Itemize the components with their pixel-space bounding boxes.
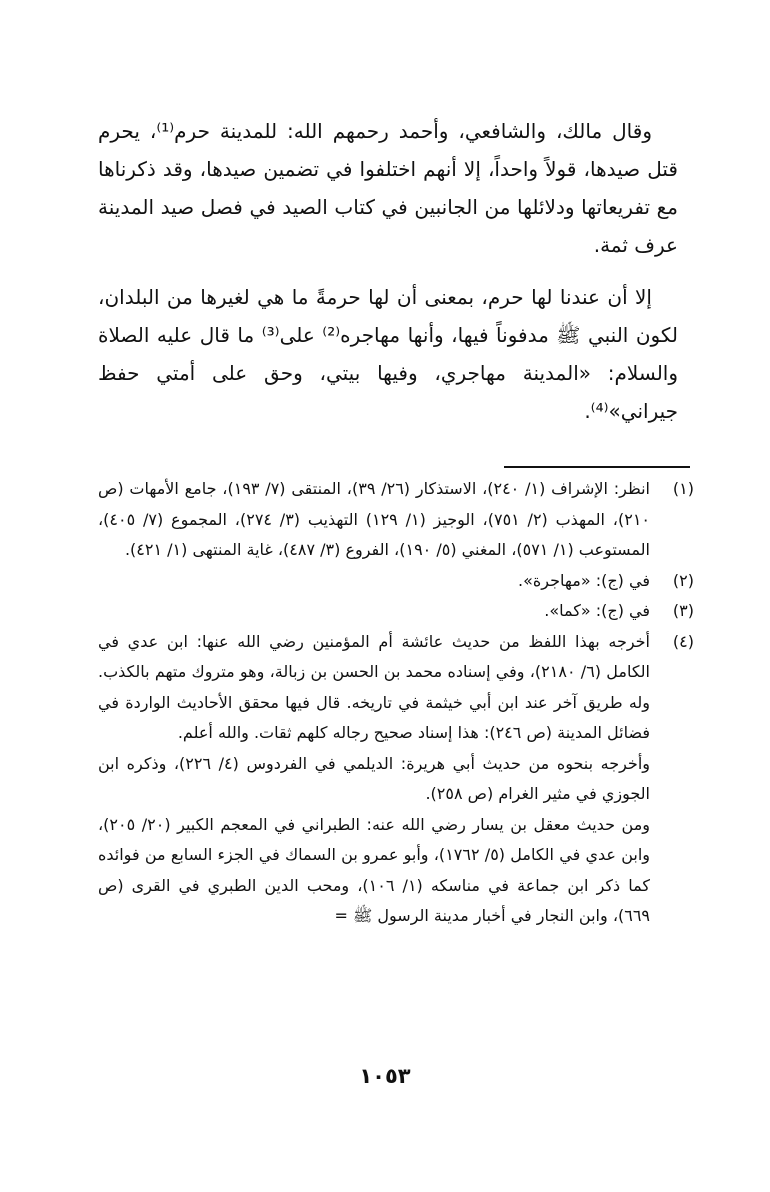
main-paragraph-2: إلا أن عندنا لها حرم، بمعنى أن لها حرمةً ما هي لغيرها من البلدان، لكون النبي ﷺ مدفوناً فيها، وأنها مهاجره⁽²⁾ على⁽³⁾ ما قال عليه الصلاة والسلام: «المدينة مهاجري، وفيها بيتي، وحق على أمتي حفظ جيراني»⁽⁴⁾.: [98, 285, 679, 423]
footnote-number: (٢): [672, 570, 694, 590]
footnote-4: [98, 627, 694, 749]
footnote-text: في (ج): «مهاجرة».: [518, 570, 650, 590]
footnote-text: في (ج): «كما».: [544, 601, 650, 620]
footnote-1: [98, 474, 694, 566]
main-paragraph-1: وقال مالك، والشافعي، وأحمد رحمهم الله: للمدينة حرم⁽¹⁾، يحرم قتل صيدها، قولاً واحداً، إلا أنهم اختلفوا في تضمين صيدها، وقد ذكرناها مع تفريعاتها ودلائلها من الجانبين في كتاب الصيد في فصل صيد المدينة عرف ثمة.: [98, 119, 678, 257]
footnote-text: أخرجه بهذا اللفظ من حديث عائشة أم المؤمنين رضي الله عنها: ابن عدي في الكامل (٦/ ٢١٨٠)، وفي إسناده محمد بن الحسن بن زبالة، وهو متروك متهم بالكذب. وله طريق آخر عند ابن أبي خيثمة في تاريخه. قال فيها محقق الأحاديث الواردة في فضائل المدينة (ص ٢٤٦): هذا إسناد صحيح رجاله كلهم ثقات. والله أعلم.: [98, 631, 650, 742]
footnote-3: [98, 596, 694, 627]
footnote-divider: [504, 466, 690, 468]
footnote-text: انظر: الإشراف (١/ ٢٤٠)، الاستذكار (٢٦/ ٣٩)، المنتقى (٧/ ١٩٣)، جامع الأمهات (ص ٢١٠)، المهذب (٢/ ٧٥١)، الوجيز (١/ ١٢٩) التهذيب (٣/ ٢٧٤)، المجموع (٧/ ٤٠٥)، المستوعب (١/ ٥٧١)، المغني (٥/ ١٩٠)، الفروع (٣/ ٤٨٧)، غاية المنتهى (١/ ٤٢١).: [98, 479, 650, 559]
footnote-continuation: ومن حديث معقل بن يسار رضي الله عنه: الطبراني في المعجم الكبير (٢٠/ ٢٠٥)، وابن عدي في الكامل (٥/ ١٧٦٢)، وأبو عمرو بن السماك في الجزء السابع من فوائده كما ذكر ابن جماعة في مناسكه (١/ ١٠٦)، ومحب الدين الطبري في القرى (ص ٦٦٩)، وابن النجار في أخبار مدينة الرسول ﷺ =: [98, 814, 651, 925]
footnote-2: [98, 566, 694, 597]
footnotes: [98, 474, 694, 932]
page-number: ١٠٥٣: [359, 1064, 411, 1088]
footnote-number: (٤): [672, 631, 694, 651]
main-text: [98, 112, 678, 430]
footnote-continuation: وأخرجه بنحوه من حديث أبي هريرة: الديلمي في الفردوس (٤/ ٢٢٦)، وذكره ابن الجوزي في مثير الغرام (ص ٢٥٨).: [98, 753, 650, 803]
footnote-number: (١): [672, 479, 694, 498]
footnote-number: (٣): [672, 601, 694, 620]
